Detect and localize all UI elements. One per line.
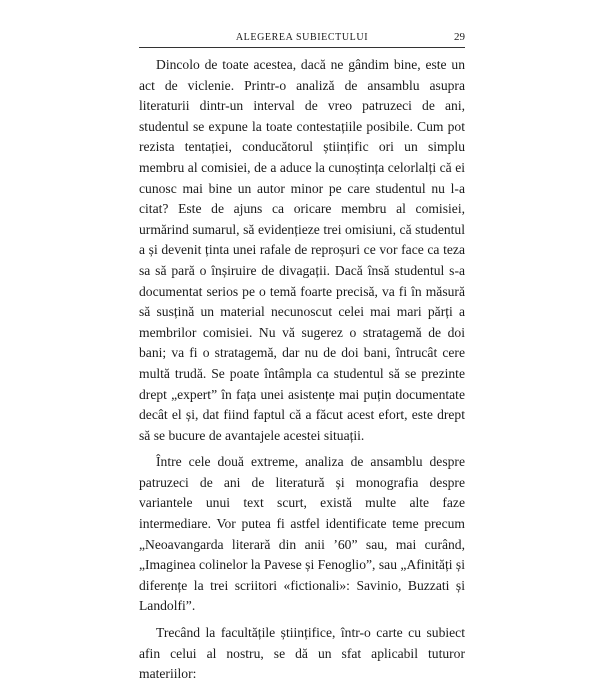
page-number: 29 <box>454 31 465 43</box>
paragraph-3: Trecând la facultățile științifice, într-o carte cu subiect afin celui al nostru, se dă un sfat aplicabil tuturor materiilor: <box>139 625 465 682</box>
paragraph-1: Dincolo de toate acestea, dacă ne gândim bine, este un act de viclenie. Printr-o analiză de ansamblu asupra literaturii dintr-un interval de vreo patruzeci de ani, studentul se expune la toate contestațiile posibile. Cum pot rezista tentației, conducătorul științific ori un simplu membru al comisiei, de a aduce la cunoștința celorlalți că ei cunosc mai bine un autor minor pe care studentul nu l-a citat? Este de ajuns ca oricare membru al comisiei, urmărind sumarul, să evidențieze trei omisiuni, că studentul a și devenit ținta unei rafale de reproșuri ce vor face ca teza sa să pară o înșiruire de divagații. Dacă însă studentul s-a documentat serios pe o temă foarte precisă, va fi în măsură să susțină un material necunoscut celei mai mari părți a membrilor comisiei. Nu vă sugerez o stratagemă de doi bani; va fi o stratagemă, dar nu de doi bani, întrucât cere multă trudă. Se poate întâmpla ca studentul să se prezinte drept „expert” în fața unei asistențe mai puțin documentate decât el și, dat fiind faptul că a făcut acest efort, este drept să se bucure de avantajele acestei situații. <box>139 57 465 443</box>
running-title: ALEGEREA SUBIECTULUI <box>235 32 369 43</box>
body-text <box>139 55 465 685</box>
running-header <box>139 31 465 48</box>
paragraph-2: Între cele două extreme, analiza de ansamblu despre patruzeci de ani de literatură și monografia despre variantele unui text scurt, există multe alte faze intermediare. Vor putea fi astfel identificate teme precum „Neoavangarda literară din anii ’60” sau, mai curând, „Imaginea colinelor la Pavese și Fenoglio”, sau „Afinități și diferențe la trei scriitori «fictionali»: Savinio, Buzzati și Landolfi”. <box>139 454 465 614</box>
